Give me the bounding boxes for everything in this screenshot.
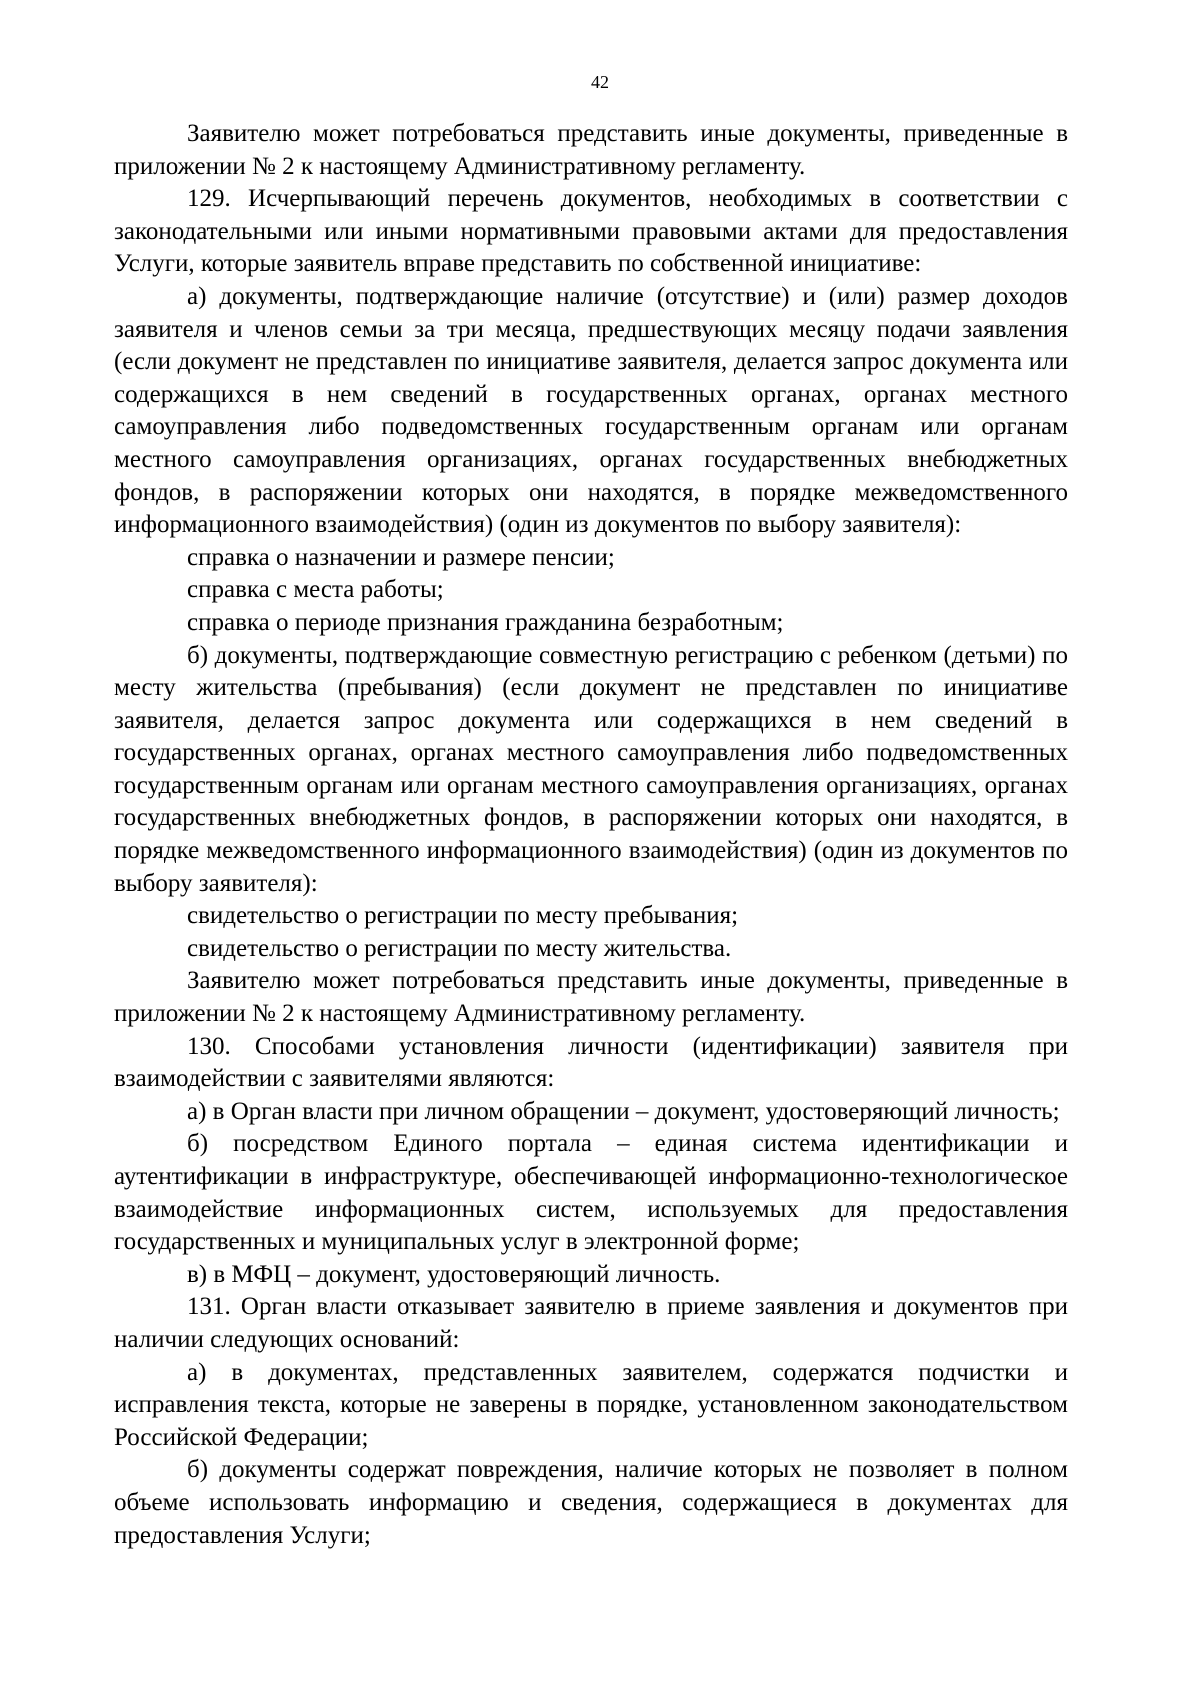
paragraph-129-a: а) документы, подтверждающие наличие (отсутствие) и (или) размер доходов заявителя и членов семьи за три месяца, предшествующих месяцу подачи заявления (если документ не представлен по инициативе заявителя, делается запрос документа или содержащихся в нем сведений в государственных органах, органах местного самоуправления либо подведомственных государственным органам или органам местного самоуправления организациях, органах государственных внебюджетных фондов, в распоряжении которых они находятся, в порядке межведомственного информационного взаимодействия) (один из документов по выбору заявителя):	[114, 282, 1068, 539]
paragraph-130: 130. Способами установления личности (идентификации) заявителя при взаимодействии с заявителями являются:	[114, 1032, 1068, 1093]
paragraph-other-documents-1: Заявителю может потребоваться представить иные документы, приведенные в приложении № 2 к настоящему Административному регламенту.	[114, 120, 1068, 180]
paragraph-other-documents-2: Заявителю может потребоваться представить иные документы, приведенные в приложении № 2 к настоящему Административному регламенту.	[114, 967, 1068, 1028]
paragraph-130-c: в) в МФЦ – документ, удостоверяющий личность.	[187, 1260, 721, 1288]
list-item-stay-registration: свидетельство о регистрации по месту пребывания;	[187, 902, 739, 930]
list-item-residence-registration: свидетельство о регистрации по месту жительства.	[187, 934, 732, 962]
paragraph-129: 129. Исчерпывающий перечень документов, необходимых в соответствии с законодательными или иными нормативными правовыми актами для предоставления Услуги, которые заявитель вправе представить по собственной инициативе:	[114, 185, 1068, 278]
paragraph-130-b: б) посредством Единого портала – единая система идентификации и аутентификации в инфраструктуре, обеспечивающей информационно-технологическое взаимодействие информационных систем, используемых для предоставления государственных и муниципальных услуг в электронной форме;	[114, 1130, 1068, 1256]
document-body	[114, 118, 1068, 1552]
list-item-work-certificate: справка с места работы;	[187, 576, 444, 604]
paragraph-131-a: а) в документах, представленных заявителем, содержатся подчистки и исправления текста, которые не заверены в порядке, установленном законодательством Российской Федерации;	[114, 1358, 1068, 1451]
list-item-unemployment-certificate: справка о периоде признания гражданина безработным;	[187, 608, 784, 636]
paragraph-131: 131. Орган власти отказывает заявителю в приеме заявления и документов при наличии следующих оснований:	[114, 1293, 1068, 1353]
paragraph-129-b: б) документы, подтверждающие совместную регистрацию с ребенком (детьми) по месту жительства (пребывания) (если документ не представлен по инициативе заявителя, делается запрос документа или содержащихся в нем сведений в государственных органах, органах местного самоуправления либо подведомственных государственным органам или органам местного самоуправления организациях, органах государственных внебюджетных фондов, в распоряжении которых они находятся, в порядке межведомственного информационного взаимодействия) (один из документов по выбору заявителя):	[114, 641, 1068, 897]
page-number: 42	[591, 72, 609, 92]
paragraph-131-b: б) документы содержат повреждения, наличие которых не позволяет в полном объеме использовать информацию и сведения, содержащиеся в документах для предоставления Услуги;	[114, 1456, 1068, 1549]
paragraph-130-a: а) в Орган власти при личном обращении – документ, удостоверяющий личность;	[187, 1097, 1060, 1125]
list-item-pension-certificate: справка о назначении и размере пенсии;	[187, 543, 615, 571]
